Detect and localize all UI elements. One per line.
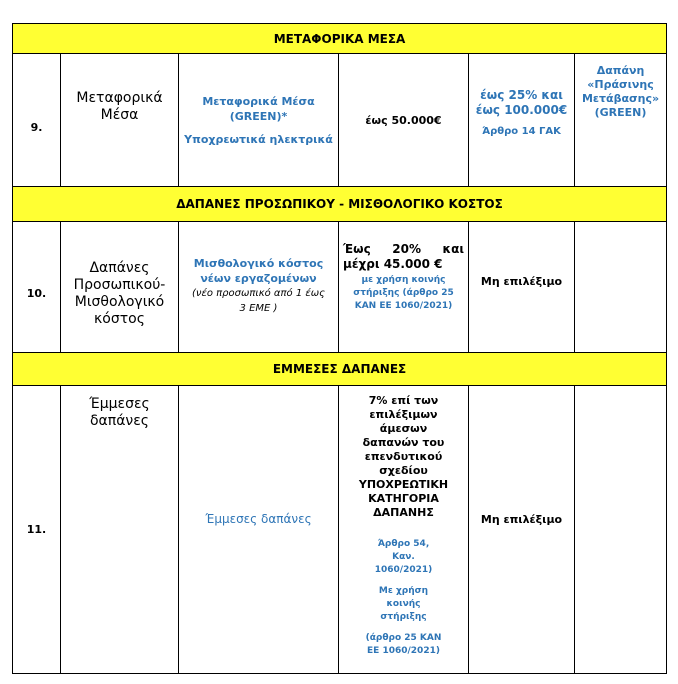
section-title: ΕΜΜΕΣΕΣ ΔΑΠΑΝΕΣ: [13, 353, 667, 386]
expense-name-line: Προσωπικού-: [73, 277, 166, 293]
expense-description: Έμμεσες δαπάνες: [179, 386, 339, 674]
limit-line: Έως 20% και μέχρι 45.000 €: [343, 242, 464, 271]
expense-limit: [339, 386, 469, 674]
limit-reference: με χρήση κοινής στήριξης (άρθρο 25 ΚΑΝ ΕΕ 1060/2021): [353, 275, 454, 311]
empty-cell: [575, 386, 667, 674]
section-title: ΔΑΠΑΝΕΣ ΠΡΟΣΩΠΙΚΟΥ - ΜΙΣΘΟΛΟΓΙΚΟ ΚΟΣΤΟΣ: [13, 187, 667, 222]
table-row: [13, 386, 667, 674]
limit-reference: Άρθρο 54, Καν. 1060/2021): [374, 539, 433, 575]
limit-reference: Με χρήση κοινής στήριξης: [378, 586, 429, 622]
eligibility: Μη επιλέξιμο: [469, 386, 575, 674]
description-line: Μεταφορικά Μέσα (GREEN)*: [202, 94, 315, 123]
expense-name: [61, 386, 179, 674]
expense-table: [12, 23, 667, 674]
expense-name: [61, 54, 179, 187]
expense-name-text: Μεταφορικά Μέσα: [76, 90, 163, 123]
expense-limit: [339, 222, 469, 353]
row-number: 11.: [13, 386, 61, 674]
section-title: ΜΕΤΑΦΟΡΙΚΑ ΜΕΣΑ: [13, 24, 667, 54]
description-note: (νέο προσωπικό από 1 έως 3 ΕΜΕ ): [191, 288, 326, 314]
expense-name-line: Μισθολογικό: [74, 294, 165, 310]
limit-reference: (άρθρο 25 ΚΑΝ ΕΕ 1060/2021): [365, 633, 442, 656]
table-row: [13, 222, 667, 353]
description-line: Υποχρεωτικά ηλεκτρικά: [184, 132, 333, 146]
expense-description: [179, 222, 339, 353]
row-number: 9.: [13, 54, 61, 187]
limit-category: ΥΠΟΧΡΕΩΤΙΚΗ ΚΑΤΗΓΟΡΙΑ ΔΑΠΑΝΗΣ: [358, 478, 449, 519]
expense-description: [179, 54, 339, 187]
aid-rate-text: έως 25% και έως 100.000€: [475, 88, 568, 117]
aid-rate: [469, 54, 575, 187]
limit-line: 7% επί των επιλέξιμων άμεσων δαπανών του επενδυτικού σχεδίου: [362, 394, 445, 477]
expense-name-line: Δαπάνες: [89, 260, 150, 276]
expense-name-line: κόστος: [94, 311, 145, 327]
expense-name-line: δαπάνες: [89, 413, 150, 429]
description-line: Μισθολογικό κόστος νέων εργαζομένων: [193, 257, 324, 285]
expense-name-line: Έμμεσες: [89, 396, 150, 412]
section-header-indirect: [13, 353, 667, 386]
table-row: [13, 54, 667, 187]
eligibility: Μη επιλέξιμο: [469, 222, 575, 353]
section-header-personnel: [13, 187, 667, 222]
aid-rate-reference: Άρθρο 14 ΓΑΚ: [482, 126, 561, 137]
expense-limit: έως 50.000€: [339, 54, 469, 187]
expense-note: Δαπάνη «Πράσινης Μετάβασης» (GREEN): [575, 54, 667, 187]
section-header-transport: [13, 24, 667, 54]
row-number: 10.: [13, 222, 61, 353]
expense-name: [61, 222, 179, 353]
empty-cell: [575, 222, 667, 353]
